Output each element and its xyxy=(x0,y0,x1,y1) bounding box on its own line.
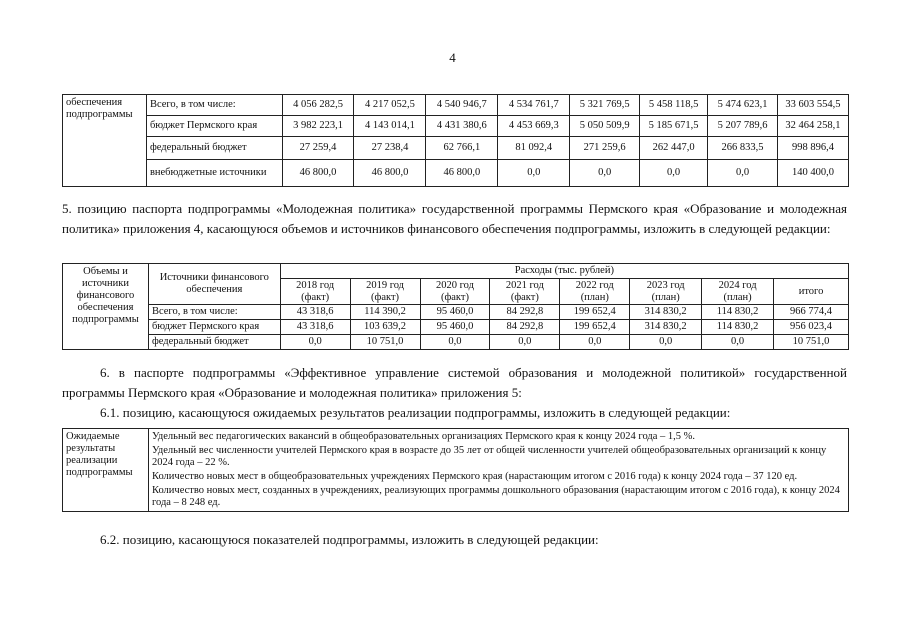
value-cell: 0,0 xyxy=(560,335,630,350)
expected-results-list xyxy=(148,429,848,512)
value-cell: 114 390,2 xyxy=(350,305,420,320)
value-cell: 46 800,0 xyxy=(426,160,498,187)
value-cell: 43 318,6 xyxy=(280,305,350,320)
source-label: бюджет Пермского края xyxy=(148,320,280,335)
expected-results-label: Ожидаемые результаты реализации подпрограммы xyxy=(63,429,149,512)
value-cell: 95 460,0 xyxy=(420,320,490,335)
value-cell: 3 982 223,1 xyxy=(282,116,354,137)
value-cell: 114 830,2 xyxy=(702,305,774,320)
value-cell: 10 751,0 xyxy=(350,335,420,350)
table-row xyxy=(63,320,849,335)
value-cell: 0,0 xyxy=(702,335,774,350)
year-header: 2023 год (план) xyxy=(630,279,702,305)
value-cell: 314 830,2 xyxy=(630,305,702,320)
value-cell: 4 143 014,1 xyxy=(354,116,426,137)
year-header: 2019 год (факт) xyxy=(350,279,420,305)
year-header: 2021 год (факт) xyxy=(490,279,560,305)
table-row xyxy=(63,160,849,187)
result-item: Удельный вес численности учителей Пермского края в возрасте до 35 лет от общей численности учителей общеобразовательных организаций к концу 2024 года – 22 %. xyxy=(151,445,827,468)
value-cell: 314 830,2 xyxy=(630,320,702,335)
value-cell: 5 050 509,9 xyxy=(570,116,640,137)
expenses-header: Расходы (тыс. рублей) xyxy=(280,264,848,279)
source-label: федеральный бюджет xyxy=(148,335,280,350)
value-cell: 266 833,5 xyxy=(708,137,778,160)
value-cell: 46 800,0 xyxy=(282,160,354,187)
value-cell: 62 766,1 xyxy=(426,137,498,160)
value-cell: 5 474 623,1 xyxy=(708,95,778,116)
value-cell: 0,0 xyxy=(570,160,640,187)
value-cell: 4 056 282,5 xyxy=(282,95,354,116)
year-header: 2020 год (факт) xyxy=(420,279,490,305)
paragraph-6-1: 6.1. позицию, касающуюся ожидаемых результатов реализации подпрограммы, изложить в следующей редакции: xyxy=(100,405,731,420)
value-cell: 262 447,0 xyxy=(640,137,708,160)
value-cell: 4 540 946,7 xyxy=(426,95,498,116)
value-cell: 84 292,8 xyxy=(490,305,560,320)
source-label: Всего, в том числе: xyxy=(148,305,280,320)
source-label: Всего, в том числе: xyxy=(146,95,282,116)
value-cell: 0,0 xyxy=(498,160,570,187)
paragraph-5: 5. позицию паспорта подпрограммы «Молодежная политика» государственной программы Пермского края «Образование и молодежная политика» приложения 4, касающуюся объемов и источников финансового обеспечения подпрограммы, изложить в следующей редакции: xyxy=(62,201,847,236)
value-cell: 95 460,0 xyxy=(420,305,490,320)
value-cell: 0,0 xyxy=(490,335,560,350)
value-cell: 956 023,4 xyxy=(774,320,849,335)
funding-table-continued xyxy=(62,94,849,187)
value-cell: 0,0 xyxy=(420,335,490,350)
page-number: 4 xyxy=(449,50,456,65)
sources-header: Источники финансового обеспечения xyxy=(148,264,280,305)
table-row xyxy=(63,137,849,160)
source-label: бюджет Пермского края xyxy=(146,116,282,137)
value-cell: 5 185 671,5 xyxy=(640,116,708,137)
table-row xyxy=(63,335,849,350)
source-label: федеральный бюджет xyxy=(146,137,282,160)
result-item: Количество новых мест, созданных в учреждениях, реализующих программы дошкольного образования (нарастающим итогом с 2016 года), к концу 2024 года – 8 248 ед. xyxy=(151,485,840,508)
value-cell: 10 751,0 xyxy=(774,335,849,350)
value-cell: 5 207 789,6 xyxy=(708,116,778,137)
expected-results-table xyxy=(62,428,849,512)
funding-volume-label: Объемы и источники финансового обеспечения подпрограммы xyxy=(63,264,149,350)
table-row xyxy=(63,116,849,137)
value-cell: 33 603 554,5 xyxy=(777,95,848,116)
value-cell: 998 896,4 xyxy=(777,137,848,160)
table-row xyxy=(63,305,849,320)
value-cell: 140 400,0 xyxy=(777,160,848,187)
value-cell: 4 453 669,3 xyxy=(498,116,570,137)
value-cell: 4 534 761,7 xyxy=(498,95,570,116)
year-header: итого xyxy=(774,279,849,305)
year-header: 2022 год (план) xyxy=(560,279,630,305)
value-cell: 27 238,4 xyxy=(354,137,426,160)
paragraph-6-2: 6.2. позицию, касающуюся показателей подпрограммы, изложить в следующей редакции: xyxy=(100,532,599,547)
youth-policy-funding-table xyxy=(62,263,849,350)
value-cell: 32 464 258,1 xyxy=(777,116,848,137)
table-row xyxy=(63,95,849,116)
value-cell: 84 292,8 xyxy=(490,320,560,335)
year-header: 2018 год (факт) xyxy=(280,279,350,305)
value-cell: 0,0 xyxy=(630,335,702,350)
value-cell: 5 321 769,5 xyxy=(570,95,640,116)
value-cell: 103 639,2 xyxy=(350,320,420,335)
value-cell: 271 259,6 xyxy=(570,137,640,160)
value-cell: 199 652,4 xyxy=(560,320,630,335)
value-cell: 81 092,4 xyxy=(498,137,570,160)
result-item: Количество новых мест в общеобразовательных учреждениях Пермского края (нарастающим итогом с 2016 года) к концу 2024 года – 37 120 ед. xyxy=(151,471,798,482)
funding-label-cell: обеспечения подпрограммы xyxy=(63,95,147,187)
paragraph-6: 6. в паспорте подпрограммы «Эффективное управление системой образования и молодежной политикой» государственной программы Пермского края «Образование и молодежная политика» приложения 5: xyxy=(62,365,847,400)
value-cell: 966 774,4 xyxy=(774,305,849,320)
header-row xyxy=(63,264,849,279)
value-cell: 114 830,2 xyxy=(702,320,774,335)
value-cell: 4 217 052,5 xyxy=(354,95,426,116)
value-cell: 46 800,0 xyxy=(354,160,426,187)
value-cell: 0,0 xyxy=(708,160,778,187)
value-cell: 199 652,4 xyxy=(560,305,630,320)
result-item: Удельный вес педагогических вакансий в общеобразовательных организациях Пермского края к концу 2024 года – 1,5 %. xyxy=(151,431,696,442)
year-header: 2024 год (план) xyxy=(702,279,774,305)
value-cell: 0,0 xyxy=(640,160,708,187)
source-label: внебюджетные источники xyxy=(146,160,282,187)
value-cell: 0,0 xyxy=(280,335,350,350)
value-cell: 5 458 118,5 xyxy=(640,95,708,116)
value-cell: 43 318,6 xyxy=(280,320,350,335)
value-cell: 27 259,4 xyxy=(282,137,354,160)
value-cell: 4 431 380,6 xyxy=(426,116,498,137)
